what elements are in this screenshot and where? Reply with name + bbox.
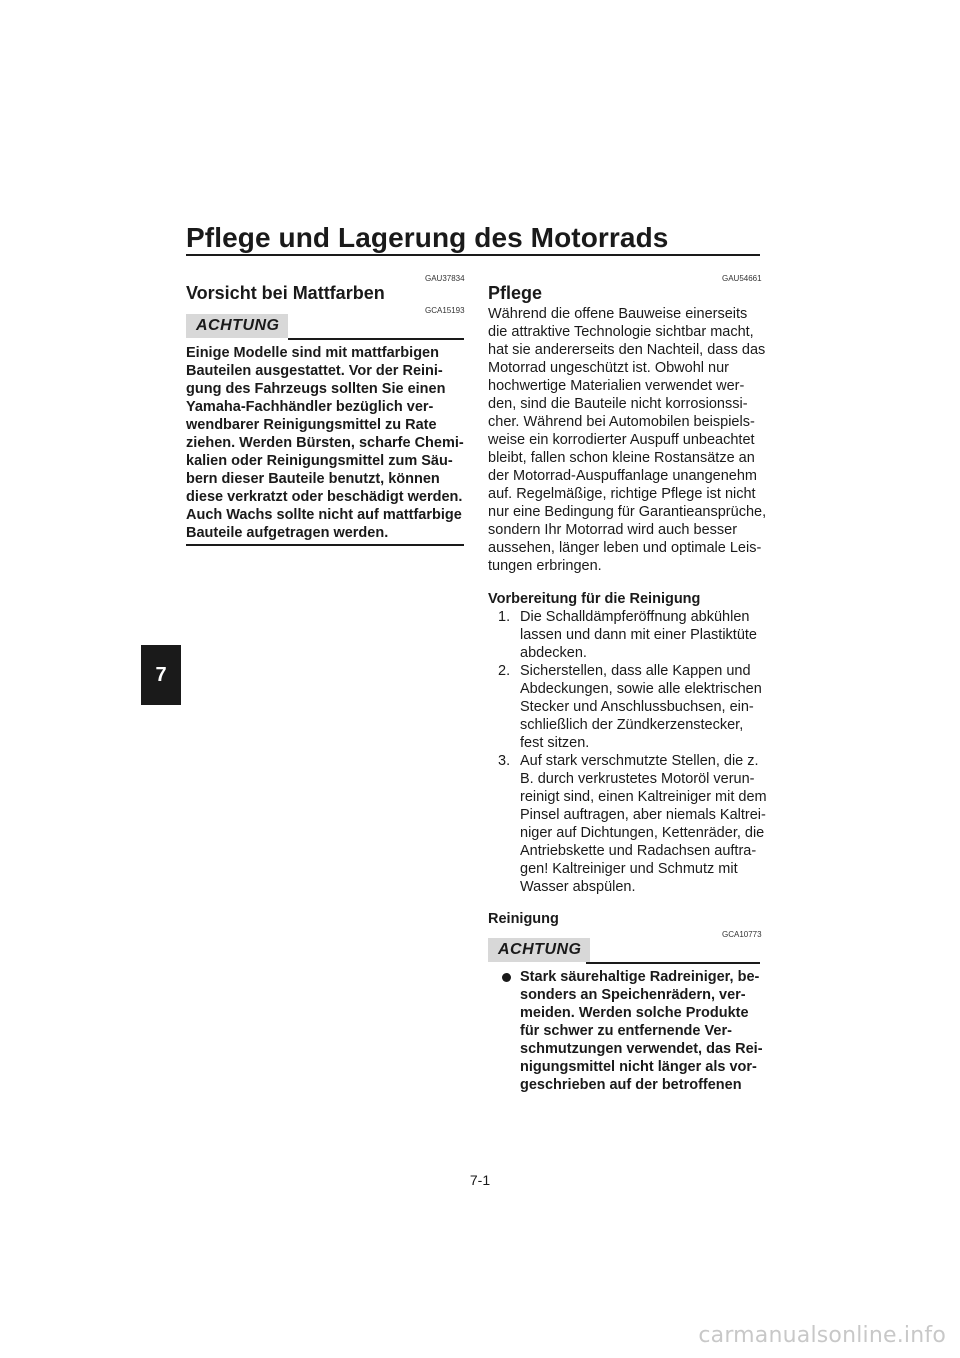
prep-heading: Vorbereitung für die Reinigung bbox=[488, 591, 701, 607]
cleaning-caution-list bbox=[488, 968, 764, 1094]
caution-code: GCA10773 bbox=[722, 930, 762, 939]
bullet-icon bbox=[502, 973, 511, 982]
matte-warning-text: Einige Modelle sind mit mattfarbigen Bauteilen ausgestattet. Vor der Reini- gung des Fahrzeugs sollten Sie einen Yamaha-Fachhändler bezüglich ver- wendbarer Reinigungsmittel zu Rate ziehen. Werden Bürsten, scharfe Chemi- kalien oder Reinigungsmittel zum Säu- bern dieser Bauteile benutzt, können diese verkratzt oder beschädigt werden. Auch Wachs sollte nicht auf mattfarbige Bauteile aufgetragen werden. bbox=[186, 345, 464, 541]
section-title-pflege: Pflege bbox=[488, 283, 543, 303]
section-code: GAU37834 bbox=[425, 274, 465, 283]
clean-heading: Reinigung bbox=[488, 911, 559, 927]
warning-end-rule bbox=[186, 544, 464, 546]
caution-code: GCA15193 bbox=[425, 306, 465, 315]
list-item: Stark säurehaltige Radreiniger, be- sonders an Speichenrädern, ver- meiden. Werden solche Produkte für schwer zu entfernende Ver- schmutzungen verwendet, das Rei- nigungsmittel nicht länger als vor- geschrieben auf der betroffenen bbox=[488, 968, 764, 1094]
list-item: 2. Sicherstellen, dass alle Kappen und Abdeckungen, sowie alle elektrischen Stecker und Anschlussbuchsen, ein- schließlich der Zündkerzenstecker, fest sitzen. bbox=[498, 663, 762, 751]
list-item: 3. Auf stark verschmutzte Stellen, die z. B. durch verkrustetes Motoröl verun- reinigt sind, einen Kaltreiniger mit dem Pinsel auftragen, aber niemals Kaltrei- niger auf Dichtungen, Kettenräder, die Antriebskette und Radachsen auftra- gen! Kaltreiniger und Schmutz mit Wasser abspülen. bbox=[498, 753, 767, 895]
prep-steps-list bbox=[488, 608, 767, 896]
chapter-tab: 7 bbox=[141, 645, 181, 705]
achtung-label: ACHTUNG bbox=[488, 938, 590, 962]
list-item: 1. Die Schalldämpferöffnung abkühlen lassen und dann mit einer Plastiktüte abdecken. bbox=[498, 609, 757, 661]
title-rule bbox=[186, 254, 760, 256]
section-code: GAU54661 bbox=[722, 274, 762, 283]
achtung-rule bbox=[586, 962, 760, 964]
page-number: 7-1 bbox=[469, 1172, 491, 1188]
achtung-header bbox=[488, 938, 760, 966]
pflege-intro-text: Während die offene Bauweise einerseits die attraktive Technologie sichtbar macht, hat sie andererseits den Nachteil, dass das Motorrad ungeschützt ist. Obwohl nur hochwertige Materialien verwendet wer- den, sind die Bauteile nicht korrosionssi- cher. Während bei Automobilen beispiels- weise ein korrodierter Auspuff unbeachtet bleibt, fallen schon kleine Rostansätze an der Motorrad-Auspuffanlage unangenehm auf. Regelmäßige, richtige Pflege ist nicht nur eine Bedingung für Garantieansprüche, sondern Ihr Motorrad wird auch besser aussehen, länger leben und optimale Leis- tungen erbringen. bbox=[488, 306, 767, 574]
chapter-title: Pflege und Lagerung des Motorrads bbox=[186, 222, 669, 253]
achtung-header bbox=[186, 314, 464, 342]
achtung-label: ACHTUNG bbox=[186, 314, 288, 338]
achtung-rule bbox=[288, 338, 464, 340]
section-title-matte-paint: Vorsicht bei Mattfarben bbox=[186, 283, 385, 303]
watermark: carmanualsonline.info bbox=[698, 1323, 946, 1348]
